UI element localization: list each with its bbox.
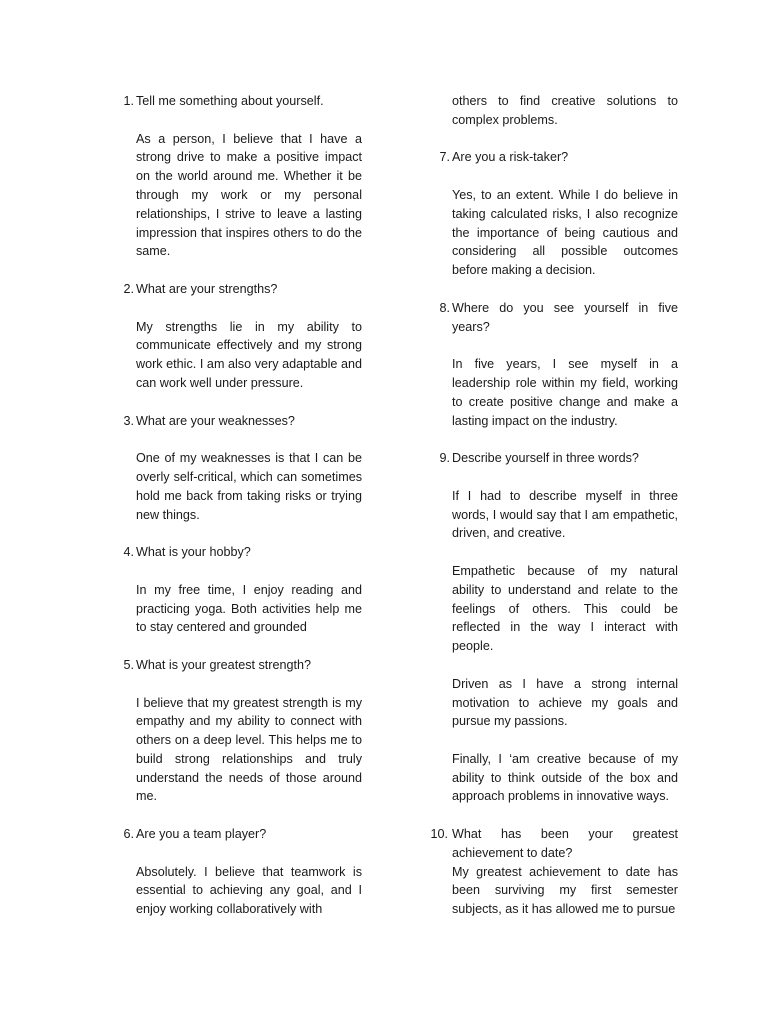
question-text: What is your greatest strength?: [136, 657, 311, 672]
question-text: What are your weaknesses?: [136, 413, 295, 428]
answer-text: As a person, I believe that I have a strong drive to make a positive impact on the world around me. Whether it be through my work or my personal relationships, I strive to leave a lasting impression that inspires others to do the same.: [136, 131, 362, 259]
question-number: 7.: [439, 150, 450, 165]
question-number: 9.: [439, 451, 450, 466]
question-item-1: [123, 92, 362, 261]
question-item-3: [123, 412, 362, 525]
question-number: 3.: [123, 413, 134, 428]
answer-text: If I had to describe myself in three words, I would say that I am empathetic, driven, and creative.: [452, 488, 678, 541]
question-item-5: [123, 656, 362, 806]
question-number: 6.: [123, 827, 134, 842]
question-text: Where do you see yourself in five years?: [452, 300, 678, 334]
answer-text: Yes, to an extent. While I do believe in taking calculated risks, I also recognize the importance of being cautious and considering all possible outcomes before making a decision.: [452, 187, 678, 278]
question-item-8: [439, 299, 678, 431]
answer-text: Driven as I have a strong internal motivation to achieve my goals and pursue my passions.: [452, 676, 678, 729]
question-number: 4.: [123, 545, 134, 560]
question-item-7: [439, 148, 678, 280]
left-column: [123, 92, 362, 919]
question-text: What has been your greatest achievement to date?: [452, 827, 678, 860]
question-item-10: [430, 825, 678, 919]
question-number: 5.: [123, 657, 134, 672]
question-item-4: [123, 543, 362, 637]
question-text: Describe yourself in three words?: [452, 451, 639, 466]
answer-text: My strengths lie in my ability to communicate effectively and my strong work ethic. I am also very adaptable and can work well under pressure.: [136, 319, 362, 390]
question-number: 8.: [439, 300, 450, 315]
right-column: [430, 92, 678, 919]
answer-text: One of my weaknesses is that I can be overly self-critical, which can sometimes hold me back from taking risks or trying new things.: [136, 451, 362, 522]
answer-text: Finally, I ‘am creative because of my ability to think outside of the box and approach problems in innovative ways.: [452, 751, 678, 804]
question-item-6: [123, 825, 362, 919]
question-item-9: [439, 449, 678, 806]
answer-text: Empathetic because of my natural ability to understand and relate to the feelings of others. This could be reflected in the way I interact with people.: [452, 563, 678, 654]
question-text: Tell me something about yourself.: [136, 94, 324, 108]
answer-text: I believe that my greatest strength is my empathy and my ability to connect with others on a deep level. This helps me to build strong relationships and truly understand the needs of those around me.: [136, 695, 362, 804]
question-number: 10.: [430, 827, 448, 842]
question-text: What is your hobby?: [136, 545, 251, 560]
question-item-2: [123, 280, 362, 393]
question-text: Are you a team player?: [136, 827, 267, 842]
answer-text: My greatest achievement to date has been surviving my first semester subjects, as it has allowed me to pursue: [452, 864, 678, 917]
question-number: 2.: [123, 281, 134, 296]
question-text: Are you a risk-taker?: [452, 150, 569, 165]
answer-text: Absolutely. I believe that teamwork is essential to achieving any goal, and I enjoy working collaboratively with: [136, 864, 362, 917]
answer-text: In my free time, I enjoy reading and practicing yoga. Both activities help me to stay centered and grounded: [136, 582, 362, 635]
question-number: 1.: [123, 94, 134, 108]
answer-continuation: others to find creative solutions to complex problems.: [452, 94, 678, 127]
answer-text: In five years, I see myself in a leadership role within my field, working to create positive change and make a lasting impact on the industry.: [452, 357, 678, 428]
question-text: What are your strengths?: [136, 281, 278, 296]
